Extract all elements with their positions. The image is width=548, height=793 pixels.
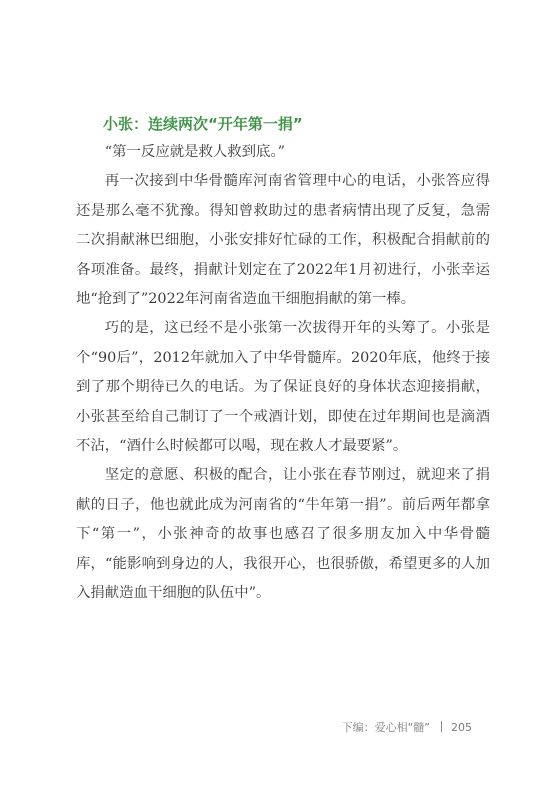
page-number: 205 [451, 721, 472, 734]
paragraph: 再一次接到中华骨髓库河南省管理中心的电话，小张答应得还是那么毫不犹豫。得知曾救助过的患者病情出现了反复，急需二次捐献淋巴细胞，小张安排好忙碌的工作，积极配合捐献前的各项准备。最终，捐献计划定在了2022年1月初进行，小张幸运地“抢到了”2022年河南省造血干细胞捐献的第一棒。 [76, 173, 490, 308]
footer-section-title: 下编：爱心相“髓” [341, 721, 430, 734]
page-footer [342, 721, 472, 735]
paragraph: 坚定的意愿、积极的配合，让小张在春节刚过，就迎来了捐献的日子，他也就此成为河南省的“牛年第一捐”。前后两年都拿下“第一”，小张神奇的故事也感召了很多朋友加入中华骨髓库，“能影响到身边的人，我很开心，也很骄傲，希望更多的人加入捐献造血干细胞的队伍中”。 [76, 467, 490, 602]
footer-divider [441, 721, 442, 732]
body-text [76, 138, 490, 609]
section-heading: 小张：连续两次“开年第一捐” [103, 115, 303, 133]
paragraph: 巧的是，这已经不是小张第一次拔得开年的头筹了。小张是个“90后”，2012年就加入了中华骨髓库。2020年底，他终于接到了那个期待已久的电话。为了保证良好的身体状态迎接捐献，小张甚至给自己制订了一个戒酒计划，即使在过年期间也是滴酒不沾，“酒什么时候都可以喝，现在救人才最要紧”。 [76, 320, 490, 455]
paragraph-quote: “第一反应就是救人救到底。” [104, 144, 285, 160]
